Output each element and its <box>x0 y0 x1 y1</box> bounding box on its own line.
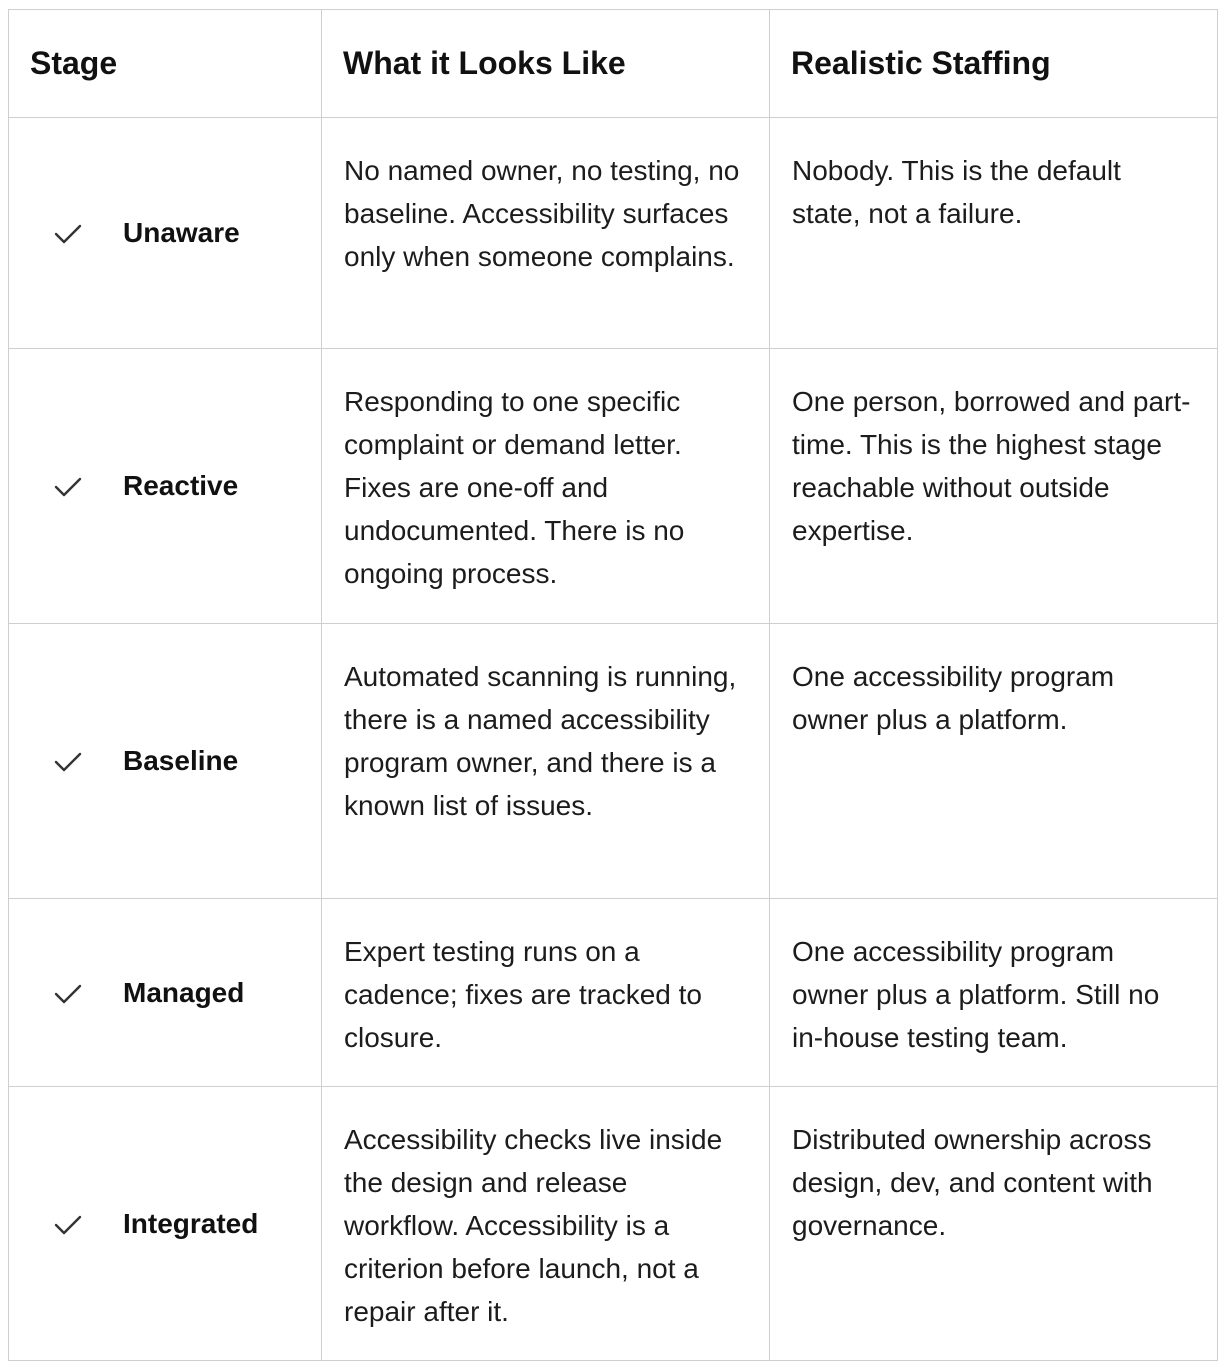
staffing-cell <box>770 118 1218 349</box>
staffing-cell <box>770 624 1218 899</box>
looks-text: No named owner, no testing, no baseline. Accessibility surfaces only when someone complains. <box>344 155 740 272</box>
check-icon <box>53 746 83 776</box>
looks-cell <box>322 1087 770 1361</box>
check-icon <box>53 218 83 248</box>
stage-name: Baseline <box>123 745 239 776</box>
staffing-cell <box>770 1087 1218 1361</box>
check-icon <box>53 471 83 501</box>
staffing-text: One accessibility program owner plus a platform. <box>792 661 1115 735</box>
maturity-table <box>8 9 1218 1361</box>
stage-name: Reactive <box>123 470 239 501</box>
looks-text: Expert testing runs on a cadence; fixes are tracked to closure. <box>344 936 702 1053</box>
header-row <box>9 10 1218 118</box>
header-stage-label: Stage <box>30 45 118 81</box>
looks-text: Automated scanning is running, there is a named accessibility program owner, and there is a known list of issues. <box>344 661 737 821</box>
looks-cell <box>322 624 770 899</box>
table-row <box>9 624 1218 899</box>
header-looks-label: What it Looks Like <box>343 45 626 81</box>
stage-name: Managed <box>123 976 245 1008</box>
staffing-cell <box>770 349 1218 624</box>
staffing-text: One person, borrowed and part-time. This is the highest stage reachable without outside expertise. <box>792 386 1191 546</box>
stage-cell <box>9 349 322 624</box>
staffing-text: One accessibility program owner plus a platform. Still no in-house testing team. <box>792 936 1160 1053</box>
staffing-text: Nobody. This is the default state, not a failure. <box>792 155 1121 229</box>
stage-cell <box>9 899 322 1087</box>
header-stage <box>9 10 322 118</box>
table-row <box>9 899 1218 1087</box>
table-row <box>9 1087 1218 1361</box>
table-row <box>9 118 1218 349</box>
staffing-text: Distributed ownership across design, dev, and content with governance. <box>792 1124 1153 1241</box>
stage-cell <box>9 118 322 349</box>
stage-name: Integrated <box>123 1207 259 1239</box>
looks-cell <box>322 899 770 1087</box>
looks-cell <box>322 118 770 349</box>
header-staffing <box>770 10 1218 118</box>
looks-text: Accessibility checks live inside the design and release workflow. Accessibility is a criterion before launch, not a repair after it. <box>344 1124 723 1327</box>
table-row <box>9 349 1218 624</box>
check-icon <box>53 1209 83 1239</box>
staffing-cell <box>770 899 1218 1087</box>
stage-cell <box>9 624 322 899</box>
check-icon <box>53 978 83 1008</box>
looks-text: Responding to one specific complaint or demand letter. Fixes are one-off and undocumented. There is no ongoing process. <box>344 386 685 589</box>
stage-name: Unaware <box>123 217 240 248</box>
looks-cell <box>322 349 770 624</box>
header-looks <box>322 10 770 118</box>
stage-cell <box>9 1087 322 1361</box>
header-staffing-label: Realistic Staffing <box>791 45 1051 81</box>
